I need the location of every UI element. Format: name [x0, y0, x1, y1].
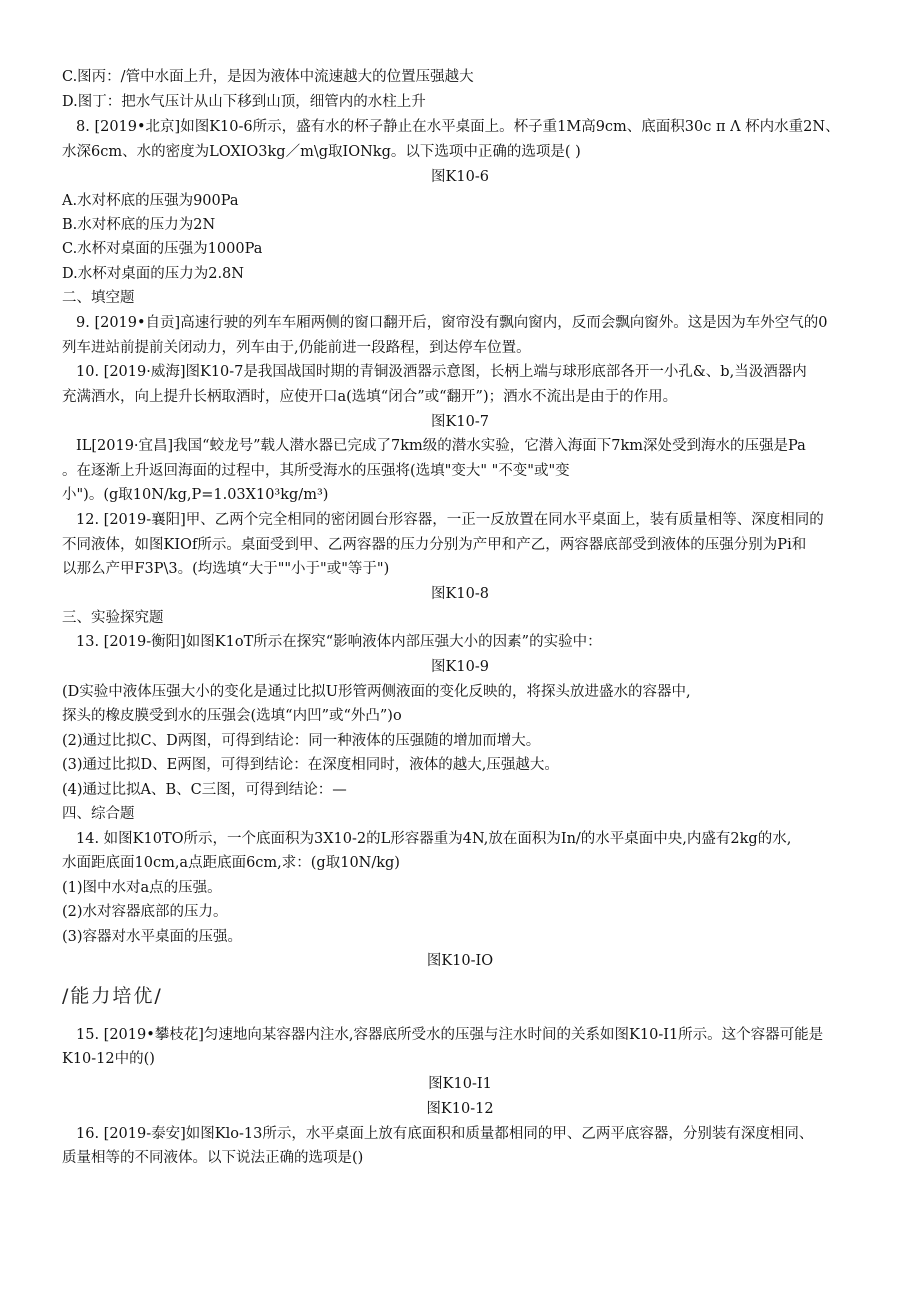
question-13-part-1-line-2: 探头的橡皮膜受到水的压强会(选填“内凹”或“外凸”)o	[62, 708, 402, 724]
question-9-line-1: 9. [2019•自贡]高速行驶的列车车厢两侧的窗口翻开后，窗帘没有飘向窗内，反而会飘向窗外。这是因为车外空气的0	[76, 315, 828, 331]
option-d-q8: D.水杯对桌面的压力为2.8N	[62, 266, 244, 282]
question-13-part-2: (2)通过比拟C、D两图，可得到结论：同一种液体的压强随的增加而增大。	[62, 733, 541, 749]
option-d-q7: D.图丁：把水气压计从山下移到山顶，细管内的水柱上升	[62, 94, 426, 110]
question-13-part-3: (3)通过比拟D、E两图，可得到结论：在深度相同时，液体的越大,压强越大。	[62, 757, 559, 773]
question-12-line-3: 以那么产甲F3P\3。(均选填“大于""小于"或"等于")	[62, 561, 390, 577]
question-15-line-1: 15. [2019•攀枝花]匀速地向某容器内注水,容器底所受水的压强与注水时间的关系如图K10-I1所示。这个容器可能是	[76, 1027, 824, 1043]
question-9-line-2: 列车进站前提前关闭动力，列车由于,仍能前进一段路程，到达停车位置。	[62, 340, 531, 356]
figure-caption-k10-10: 图K10-IO	[426, 953, 494, 969]
question-8-line-1: 8. [2019•北京]如图K10-6所示，盛有水的杯子静止在水平桌面上。杯子重1M高9cm、底面积30c π Λ 杯内水重2N、	[76, 119, 840, 135]
question-14-part-2: (2)水对容器底部的压力。	[62, 904, 228, 920]
figure-caption-k10-9: 图K10-9	[431, 659, 489, 675]
figure-caption-k10-8: 图K10-8	[431, 586, 489, 602]
section-heading-comprehensive: 四、综合题	[62, 806, 135, 822]
option-a-q8: A.水对杯底的压强为900Pa	[62, 193, 239, 209]
option-c-q8: C.水杯对桌面的压强为1000Pa	[62, 241, 263, 257]
question-14-line-1: 14. 如图K10TO所示，一个底面积为3X10-2的L形容器重为4N,放在面积为In/的水平桌面中央,内盛有2kg的水,	[76, 831, 792, 847]
question-14-line-2: 水面距底面10cm,a点距底面6cm,求：(g取10N/kg)	[62, 855, 400, 871]
ability-section-title: /能力培优/	[62, 985, 163, 1007]
question-10-line-1: 10. [2019·威海]图K10-7是我国战国时期的青铜汲酒器示意图，长柄上端与球形底部各开一小孔&、b,当汲酒器内	[76, 364, 807, 380]
section-heading-experiment: 三、实验探究题	[62, 610, 164, 626]
question-13-part-1-line-1: (D实验中液体压强大小的变化是通过比拟U形管两侧液面的变化反映的，将探头放进盛水的容器中,	[62, 684, 691, 700]
figure-caption-k10-12: 图K10-12	[426, 1101, 494, 1117]
question-15-line-2: K10-12中的()	[62, 1051, 155, 1067]
figure-caption-k10-11: 图K10-I1	[428, 1076, 492, 1092]
question-11-line-1: IL[2019·宜昌]我国“蛟龙号”载人潜水器已完成了7km级的潜水实验，它潜入海面下7km深处受到海水的压强是Pa	[76, 438, 806, 454]
section-heading-fill-in: 二、填空题	[62, 290, 135, 306]
question-14-part-3: (3)容器对水平桌面的压强。	[62, 929, 243, 945]
question-8-line-2: 水深6cm、水的密度为LOXIO3kg／m\g取IONkg。以下选项中正确的选项是( )	[62, 144, 581, 160]
question-13-part-4: (4)通过比拟A、B、C三图，可得到结论：—	[62, 782, 347, 798]
question-11-line-3: 小")。(g取10N/kg,P=1.03X10³kg/m³)	[62, 487, 329, 503]
question-13-line-1: 13. [2019-衡阳]如图K1oT所示在探究“影响液体内部压强大小的因素”的实验中：	[76, 634, 602, 650]
figure-caption-k10-7: 图K10-7	[431, 414, 489, 430]
question-16-line-2: 质量相等的不同液体。以下说法正确的选项是()	[62, 1150, 364, 1166]
question-16-line-1: 16. [2019-泰安]如图Klo-13所示，水平桌面上放有底面积和质量都相同的甲、乙两平底容器，分别装有深度相同、	[76, 1126, 814, 1142]
option-b-q8: B.水对杯底的压力为2N	[62, 217, 216, 233]
figure-caption-k10-6: 图K10-6	[431, 169, 489, 185]
question-12-line-1: 12. [2019-襄阳]甲、乙两个完全相同的密闭圆台形容器，一正一反放置在同水平桌面上，装有质量相等、深度相同的	[76, 512, 824, 528]
question-11-line-2: 。在逐渐上升返回海面的过程中，其所受海水的压强将(选填"变大" "不变"或"变	[62, 463, 570, 479]
option-c-q7: C.图丙：/管中水面上升，是因为液体中流速越大的位置压强越大	[62, 69, 474, 85]
question-12-line-2: 不同液体，如图KIOf所示。桌面受到甲、乙两容器的压力分别为产甲和产乙，两容器底部受到液体的压强分别为Pi和	[62, 537, 807, 553]
question-10-line-2: 充满酒水，向上提升长柄取酒时，应使开口a(选填“闭合”或“翻开”)；酒水不流出是由于的作用。	[62, 389, 678, 405]
question-14-part-1: (1)图中水对a点的压强。	[62, 880, 222, 896]
